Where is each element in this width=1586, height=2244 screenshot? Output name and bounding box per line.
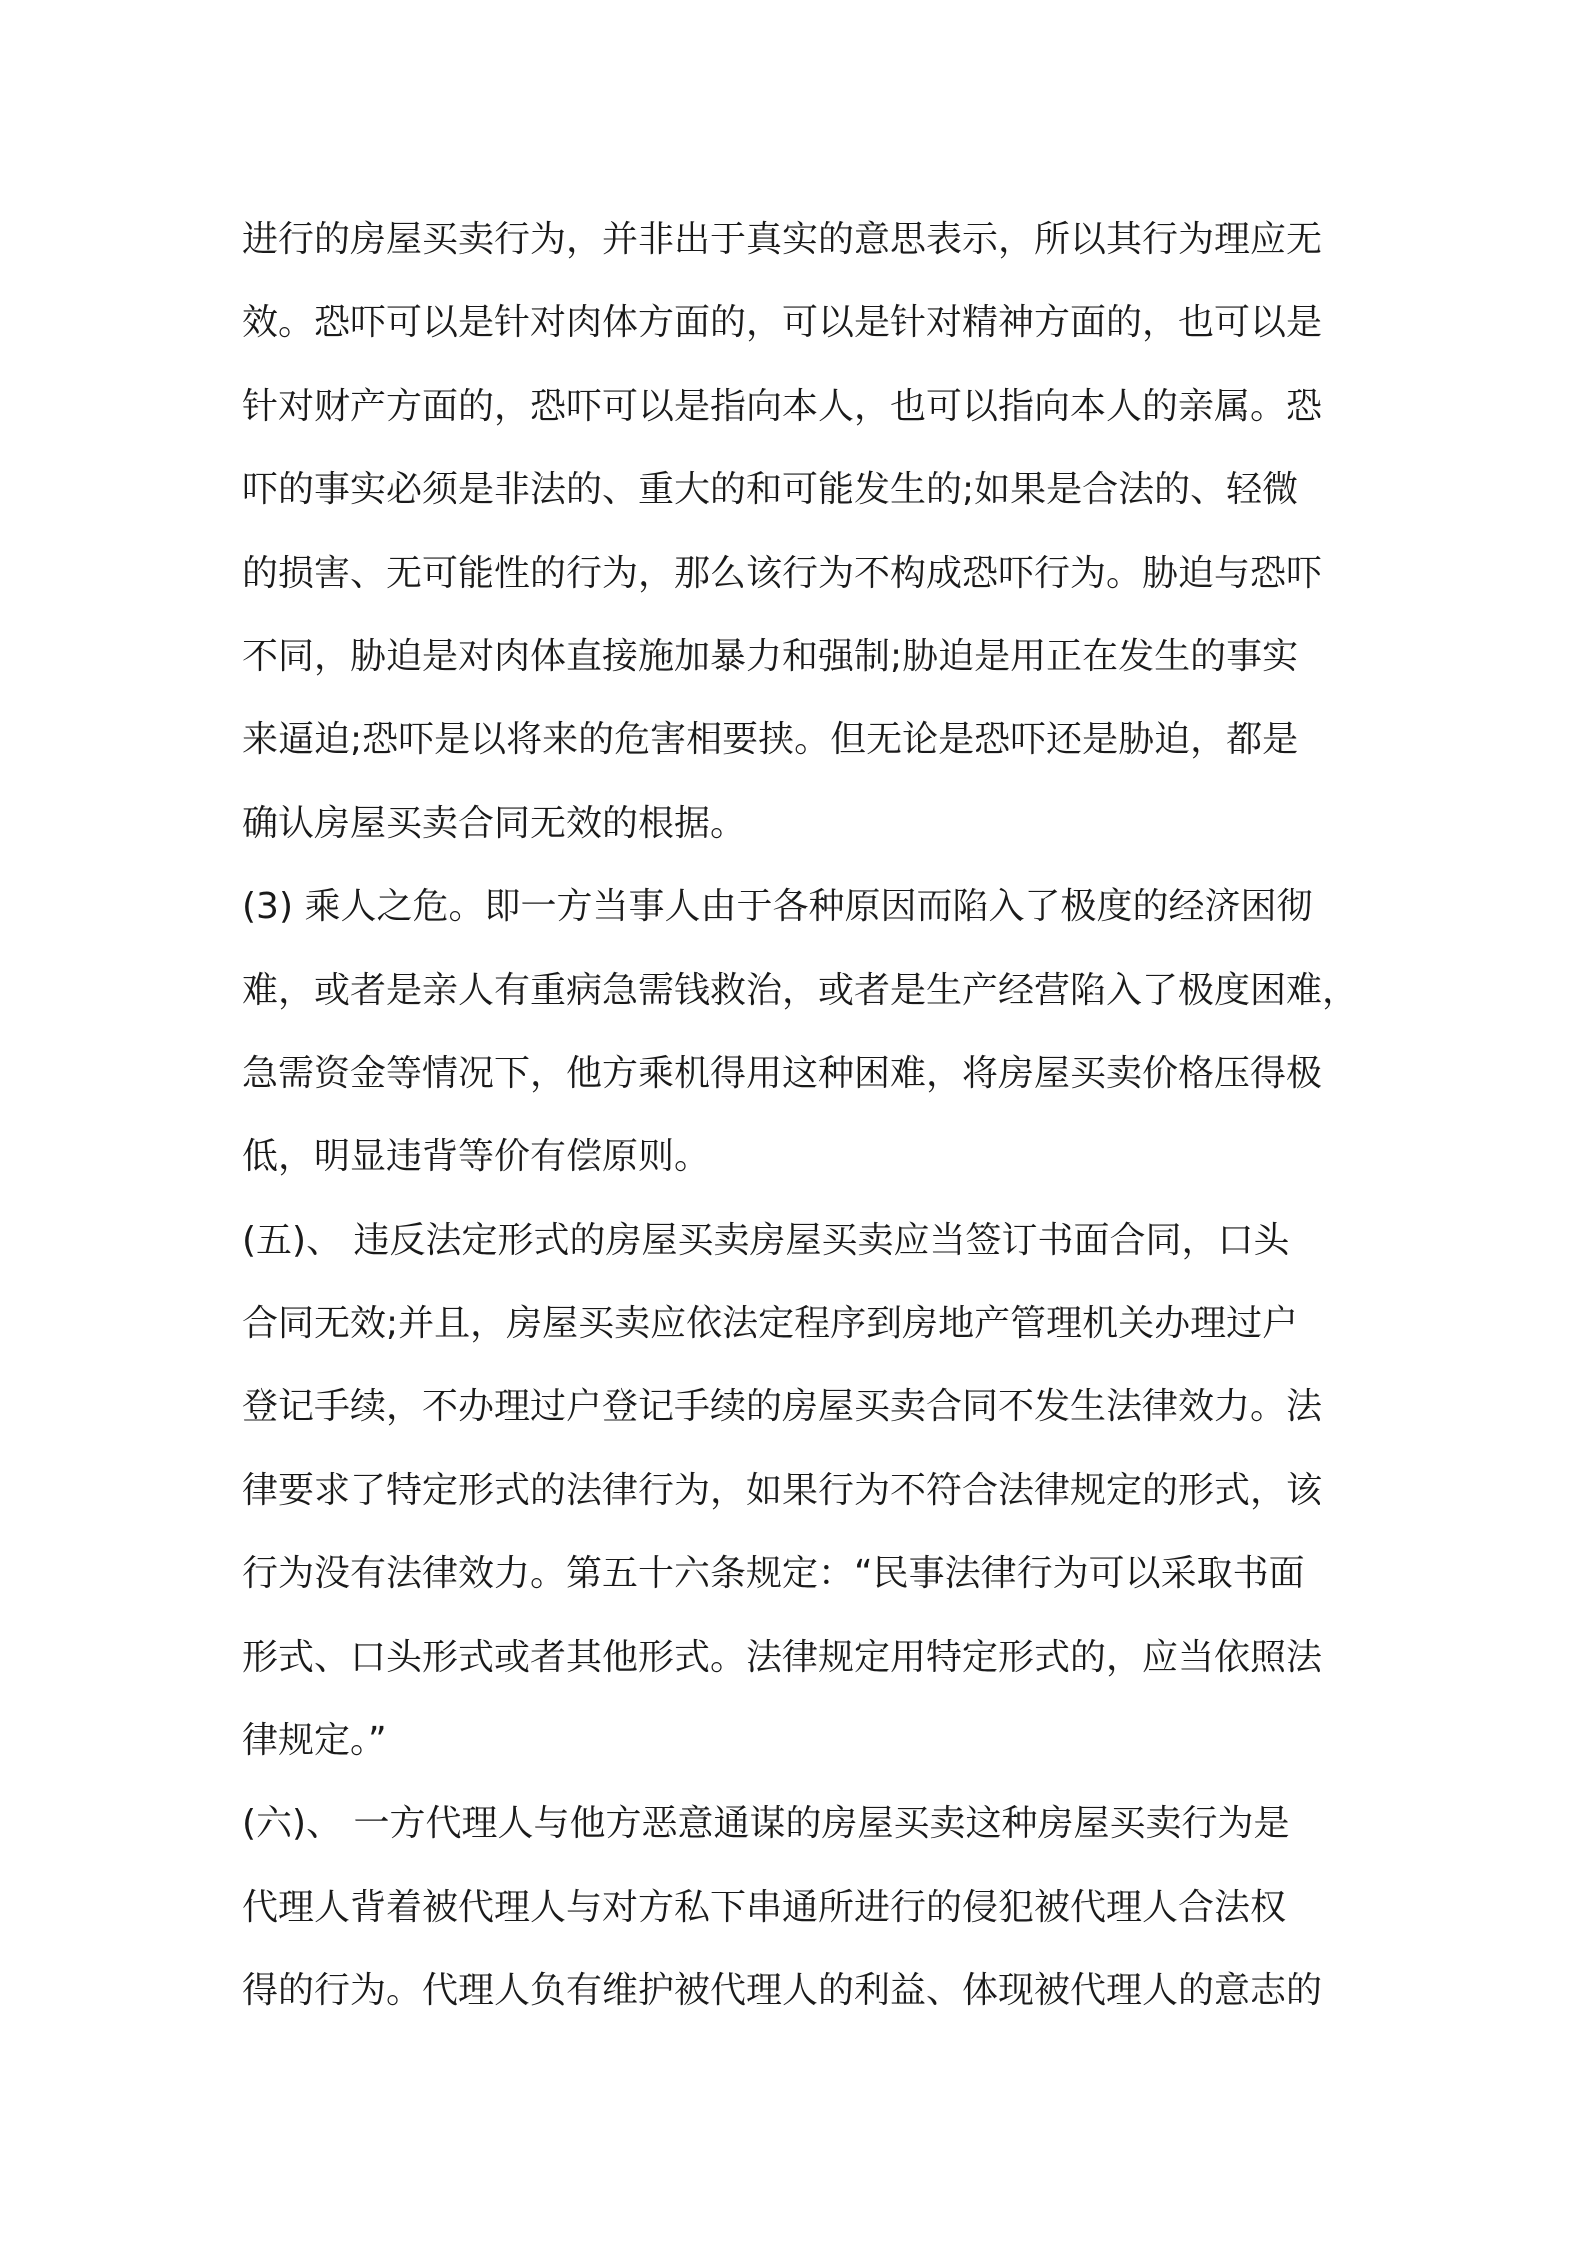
text-line: 难，或者是亲人有重病急需钱救治，或者是生产经营陷入了极度困难，: [242, 969, 1359, 1011]
text-line: 律规定。”: [242, 1720, 387, 1762]
text-line: (五)、 违反法定形式的房屋买卖房屋买卖应当签订书面合同，口头: [242, 1219, 1290, 1261]
text-line: (3) 乘人之危。即一方当事人由于各种原因而陷入了极度的经济困彻: [242, 886, 1313, 928]
text-line: 合同无效;并且，房屋买卖应依法定程序到房地产管理机关办理过户: [242, 1303, 1299, 1345]
text-line: 效。恐吓可以是针对肉体方面的，可以是针对精神方面的，也可以是: [242, 302, 1323, 344]
text-line: (六)、 一方代理人与他方恶意通谋的房屋买卖这种房屋买卖行为是: [242, 1803, 1290, 1845]
text-line: 确认房屋买卖合同无效的根据。: [242, 802, 747, 844]
text-line: 代理人背着被代理人与对方私下串通所进行的侵犯被代理人合法权: [242, 1886, 1287, 1928]
text-line: 形式、口头形式或者其他形式。法律规定用特定形式的，应当依照法: [242, 1636, 1323, 1678]
text-line: 不同，胁迫是对肉体直接施加暴力和强制;胁迫是用正在发生的事实: [242, 635, 1299, 677]
text-line: 登记手续，不办理过户登记手续的房屋买卖合同不发生法律效力。法: [242, 1386, 1323, 1428]
text-line: 低，明显违背等价有偿原则。: [242, 1136, 711, 1178]
text-line: 来逼迫;恐吓是以将来的危害相要挟。但无论是恐吓还是胁迫，都是: [242, 719, 1299, 761]
text-line: 行为没有法律效力。第五十六条规定：“民事法律行为可以采取书面: [242, 1553, 1305, 1595]
text-line: 进行的房屋买卖行为，并非出于真实的意思表示，所以其行为理应无: [242, 219, 1323, 260]
text-line: 得的行为。代理人负有维护被代理人的利益、体现被代理人的意志的: [242, 1970, 1323, 2012]
body-text: [242, 198, 1362, 2033]
text-line: 的损害、无可能性的行为，那么该行为不构成恐吓行为。胁迫与恐吓: [242, 552, 1323, 594]
text-line: 急需资金等情况下，他方乘机得用这种困难，将房屋买卖价格压得极: [242, 1052, 1323, 1094]
text-line: 针对财产方面的，恐吓可以是指向本人，也可以指向本人的亲属。恐: [242, 385, 1323, 427]
text-line: 吓的事实必须是非法的、重大的和可能发生的;如果是合法的、轻微: [242, 469, 1299, 511]
text-line: 律要求了特定形式的法律行为，如果行为不符合法律规定的形式，该: [242, 1469, 1323, 1511]
